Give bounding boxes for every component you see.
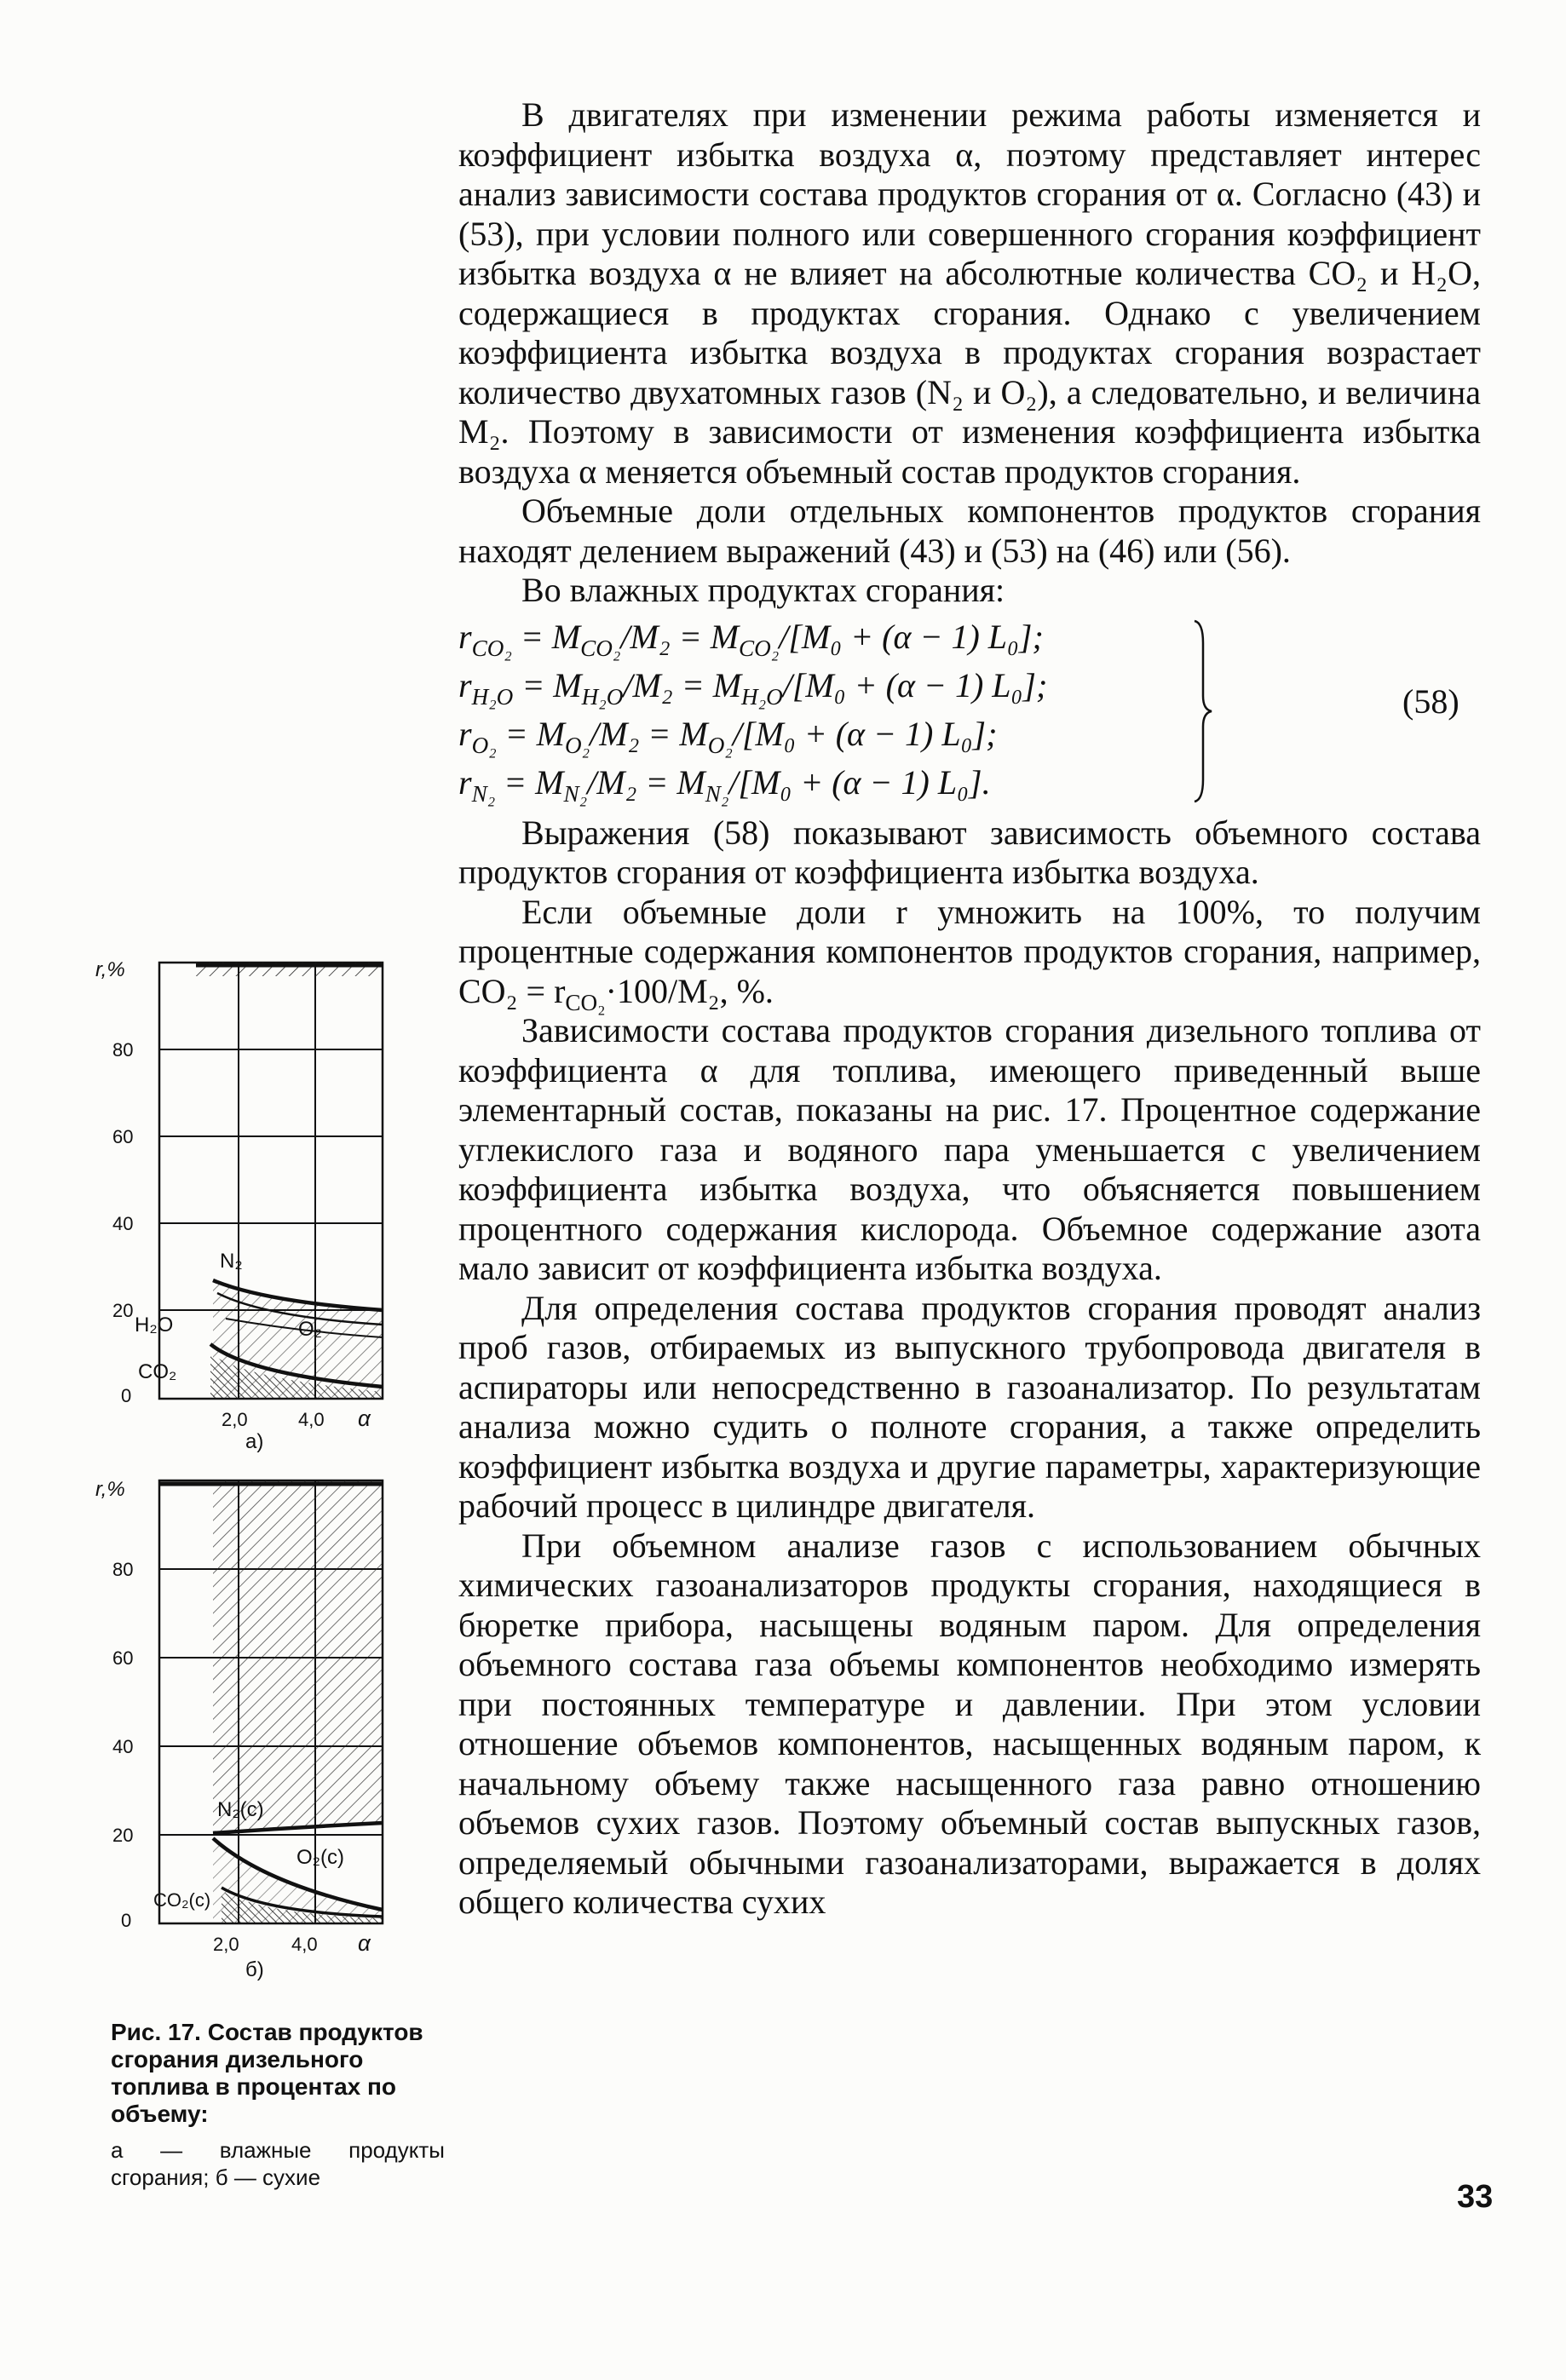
paragraph: Во влажных продуктах сгорания:: [521, 571, 1005, 609]
y-tick-label: 40: [112, 1213, 134, 1234]
y-tick-label: 60: [112, 1647, 134, 1669]
caption-legend: а — влажные продукты сгорания; б — сухие: [111, 2137, 445, 2190]
x-tick-label: 2,0: [213, 1934, 239, 1955]
equation-line: $r_{N_2} = M_{N_2}/M_2 = M_{N_2}/[M_0 + (\alpha - 1)$ L₀].: [458, 762, 991, 807]
x-axis-label: α: [358, 1930, 371, 1956]
x-tick-label: 4,0: [298, 1409, 325, 1430]
paragraph: Выражения (58) показывают зависимость объемного состава продуктов сгорания от коэффициента избытка воздуха.: [458, 813, 1481, 891]
equation-brace: [1189, 618, 1215, 805]
panel-letter: б): [245, 1958, 264, 1981]
paragraph: Объемные доли отдельных компонентов продуктов сгорания находят делением выражений (43) и (53) на (46) или (56).: [458, 492, 1481, 570]
y-tick-label: 20: [112, 1300, 134, 1321]
y-tick-label: 20: [112, 1825, 134, 1846]
y-tick-label: 0: [121, 1910, 132, 1931]
figure-caption: [111, 2019, 445, 2191]
y-tick-label: 80: [112, 1559, 134, 1580]
panel-letter: а): [245, 1430, 264, 1453]
figure-panel-b: [43, 1465, 409, 1985]
curve-label-n2: N₂(c): [217, 1798, 264, 1821]
x-tick-label: 4,0: [291, 1934, 318, 1955]
equation-line: $r_{H_2O} = M_{H_2O}/M_2 = M_{H_2O}/[M_0 + (\alpha - 1)$ L₀];: [458, 665, 1048, 710]
curve-label-o2: O₂: [298, 1318, 322, 1341]
page-number: 33: [1457, 2179, 1494, 2215]
figure-panel-a: [43, 944, 409, 1462]
y-axis-label: r,%: [95, 958, 125, 981]
paragraph: В двигателях при изменении режима работы изменяется и коэффициент избытка воздуха α, поэтому представляет интерес анализ зависимости состава продуктов сгорания от α. Согласно (43) и (53), при условии полного или совершенного сгорания коэффициент избытка воздуха α не влияет на абсолютные количества CO₂ и H₂O, содержащиеся в продуктах сгорания. Однако с увеличением коэффициента избытка воздуха в продуктах сгорания возрастает количество двухатомных газов (N₂ и O₂), а следовательно, и величина M₂. Поэтому в зависимости от изменения коэффициента избытка воздуха α меняется объемный состав продуктов сгорания.: [458, 95, 1481, 491]
curve-label-o2: O₂(c): [297, 1846, 344, 1869]
curve-label-h2o: H₂O: [135, 1314, 174, 1337]
x-tick-label: 2,0: [222, 1409, 248, 1430]
curve-label-n2: N₂: [220, 1250, 243, 1273]
curve-label-co2: CO₂(c): [153, 1889, 211, 1911]
equation-number: (58): [1402, 681, 1459, 721]
paragraph: Если объемные доли r умножить на 100%, то получим процентные содержания компонентов продуктов сгорания, например, $CO_2 = r_{CO_2}\cdot 100/M_2$, %.: [458, 892, 1481, 1015]
y-axis-label: r,%: [95, 1478, 125, 1501]
equation-line: $r_{CO_2} = M_{CO_2}/M_2 = M_{CO_2}/[M_0 + (\alpha - 1)$ L₀];: [458, 617, 1044, 661]
y-tick-label: 80: [112, 1039, 134, 1061]
y-tick-label: 60: [112, 1126, 134, 1147]
equation-lines: [458, 612, 1047, 807]
caption-title: Рис. 17. Состав продуктов сгорания дизельного топлива в процентах по объему:: [111, 2019, 423, 2127]
paragraph: При объемном анализе газов с использованием обычных химических газоанализаторов продукты сгорания, находящиеся в бюретке прибора, насыщены водяным паром. Для определения объемного состава газа объемы компонентов необходимо измерять при постоянных температуре и давлении. При этом условии отношение объемов компонентов, насыщенных водяным паром, к начальному объему также насыщенного газа равно отношению объемов сухих газов. Поэтому объемный состав выпускных газов, определяемый обычными газоанализаторами, выражается в долях общего количества сухих: [458, 1526, 1481, 1921]
y-tick-label: 0: [121, 1385, 132, 1406]
equation-line: $r_{O_2} = M_{O_2}/M_2 = M_{O_2}/[M_0 + (\alpha - 1)$ L₀];: [458, 714, 998, 758]
curve-label-co2: CO₂: [138, 1360, 177, 1383]
equation-block: [458, 612, 1481, 810]
main-text-column: [458, 95, 1481, 1923]
paragraph: Для определения состава продуктов сгорания проводят анализ проб газов, отбираемых из выпускного трубопровода двигателя в аспираторы или непосредственно в газоанализатор. По результатам анализа можно судить о полноте сгорания, а также определить коэффициент избытка воздуха и другие параметры, характеризующие рабочий процесс в цилиндре двигателя.: [458, 1288, 1481, 1525]
y-tick-label: 40: [112, 1736, 134, 1757]
paragraph: Зависимости состава продуктов сгорания дизельного топлива от коэффициента α для топлива, имеющего приведенный выше элементарный состав, показаны на рис. 17. Процентное содержание углекислого газа и водяного пара уменьшается с увеличением коэффициента избытка воздуха, что объясняется повышением процентного содержания кислорода. Объемное содержание азота мало зависит от коэффициента избытка воздуха.: [458, 1011, 1481, 1287]
x-axis-label: α: [358, 1406, 371, 1431]
